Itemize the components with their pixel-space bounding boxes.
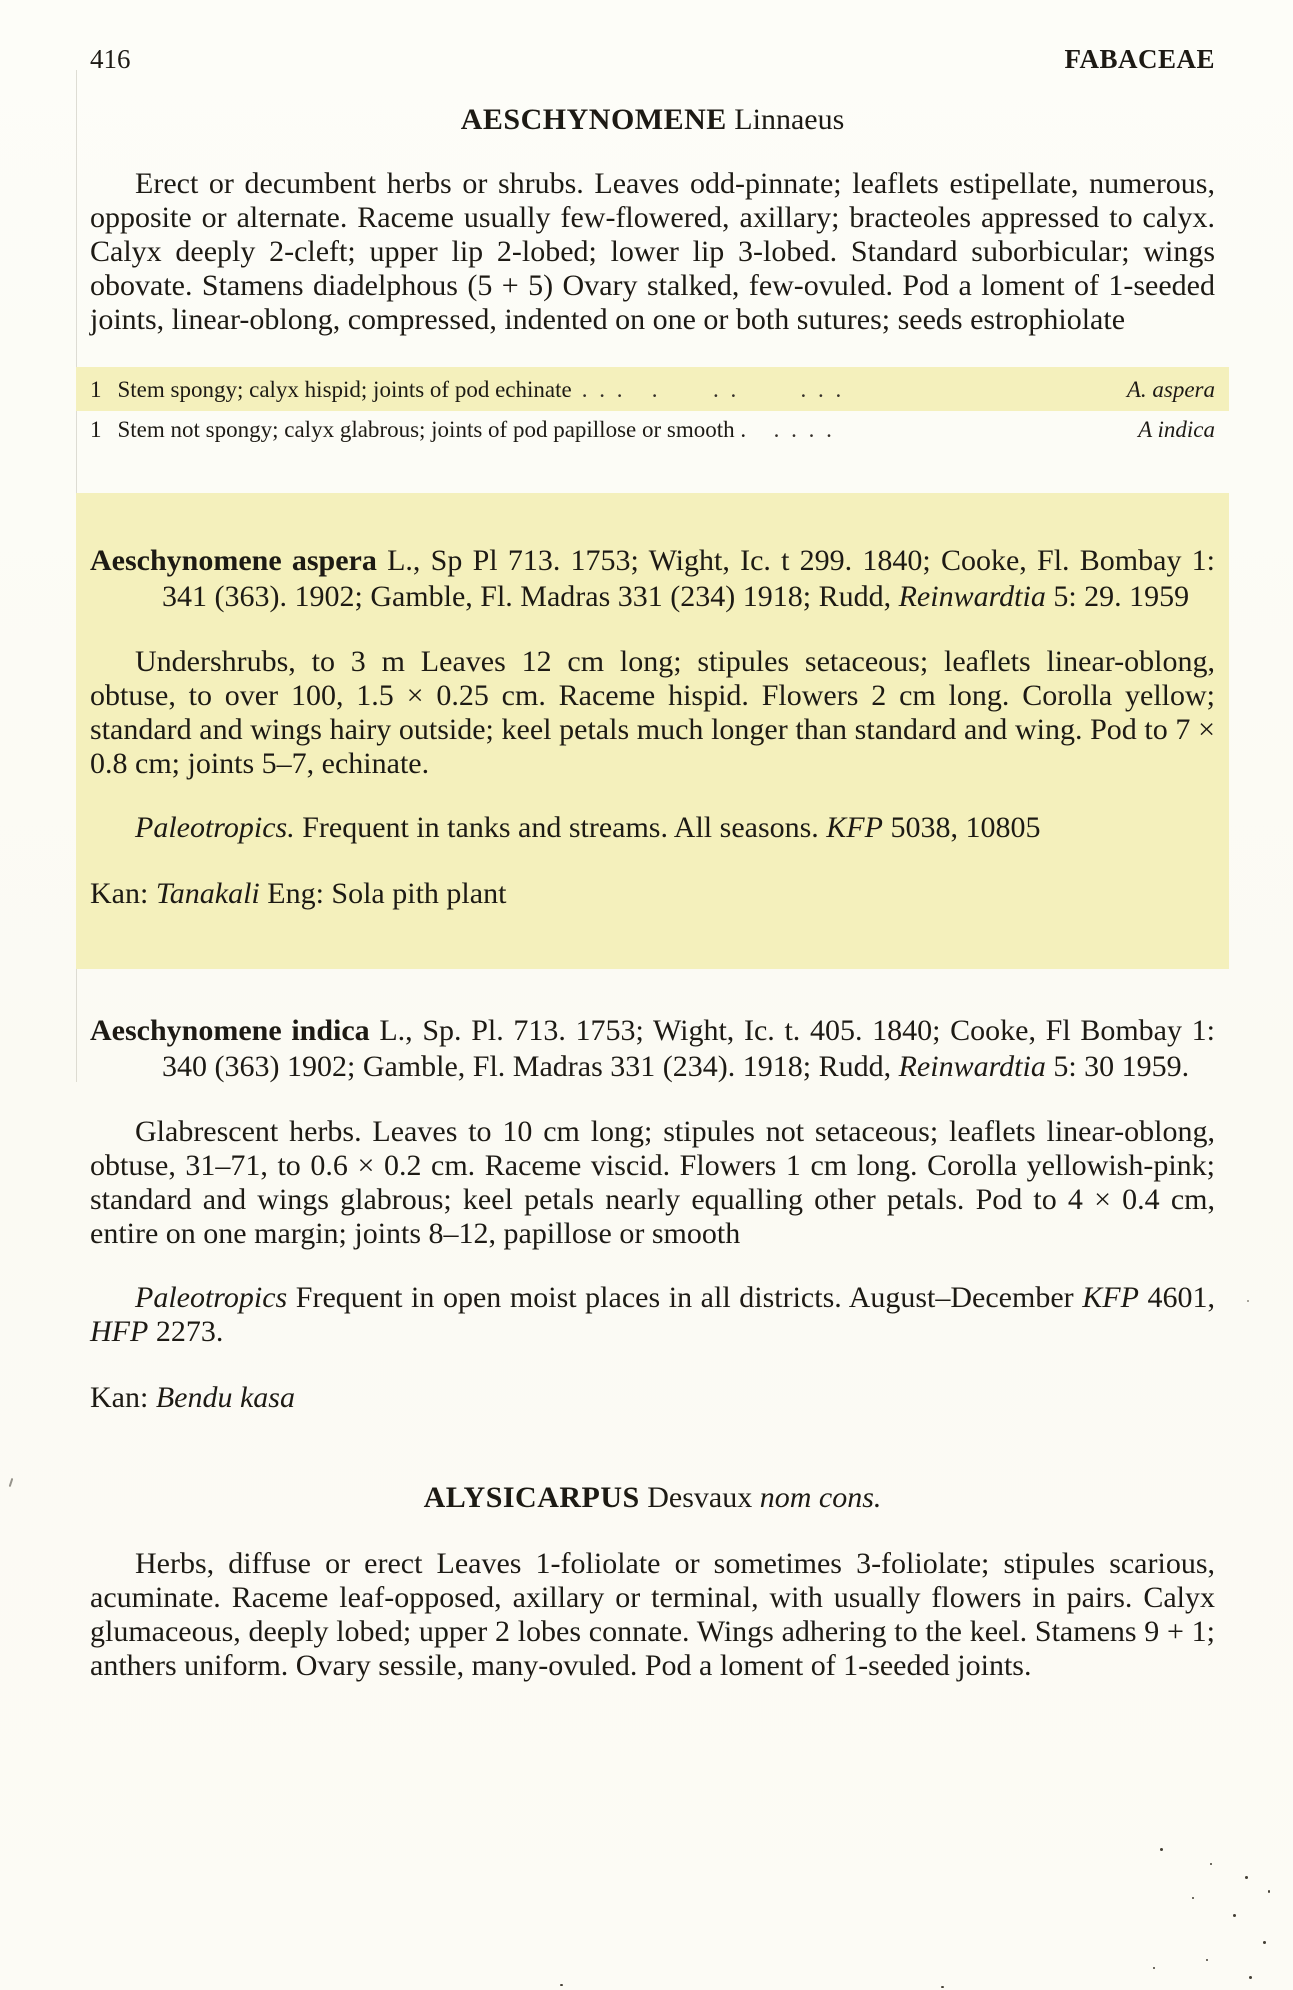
genus-description-aeschynomene: Erect or decumbent herbs or shrubs. Leaves odd-pinnate; leaflets estipellate, numerous, opposite or alternate. Raceme usually few-flowered, axillary; bracteoles appressed to calyx. Calyx deeply 2-cleft; upper lip 2-lobed; lower lip 3-lobed. Standard suborbicular; wings obovate. Stamens diadelphous (5 + 5) Ovary stalked, few-ovuled. Pod a loment of 1-seeded joints, linear-oblong, compressed, indented on one or both sutures; seeds estrophiolate bbox=[90, 167, 1215, 336]
heading-space bbox=[752, 1481, 760, 1514]
key-row-aspera bbox=[76, 367, 1229, 411]
species-citation-indica: Aeschynomene indica L., Sp. Pl. 713. 1753; Wight, Ic. t. 405. 1840; Cooke, Fl Bombay 1: 340 (363) 1902; Gamble, Fl. Madras 331 (234). 1918; Rudd, Reinwardtia 5: 30 1959. bbox=[90, 1014, 1215, 1083]
vernacular-names-aspera: Kan: Tanakali Eng: Sola pith plant bbox=[90, 877, 507, 910]
species-account-indica bbox=[90, 1013, 1215, 1415]
species-distribution-indica: Paleotropics Frequent in open moist places in all districts. August–December KFP 4601, HFP 2273. bbox=[90, 1281, 1216, 1348]
genus-author: Desvaux bbox=[647, 1481, 753, 1514]
genus-description-alysicarpus: Herbs, diffuse or erect Leaves 1-foliolate or sometimes 3-foliolate; stipules scarious, acuminate. Raceme leaf-opposed, axillary or terminal, with usually flowers in pairs. Calyx glumaceous, deeply lobed; upper 2 lobes connate. Wings adhering to the keel. Stamens 9 + 1; anthers uniform. Ovary sessile, many-ovuled. Pod a loment of 1-seeded joints. bbox=[90, 1547, 1215, 1682]
key-row-indica bbox=[90, 411, 1215, 447]
scan-speck bbox=[560, 1984, 563, 1986]
species-description-indica: Glabrescent herbs. Leaves to 10 cm long; stipules not setaceous; leaflets linear-oblong, obtuse, 31–71, to 0.6 × 0.2 cm. Raceme viscid. Flowers 1 cm long. Corolla yellowish-pink; standard and wings glabrous; keel petals nearly equalling other petals. Pod to 4 × 0.4 cm, entire on one margin; joints 8–12, papillose or smooth bbox=[90, 1115, 1215, 1250]
scan-speck bbox=[1249, 1976, 1252, 1979]
species-distribution-aspera: Paleotropics. Frequent in tanks and streams. All seasons. KFP 5038, 10805 bbox=[135, 811, 1041, 844]
nom-cons-label: nom cons. bbox=[759, 1481, 882, 1514]
text-block bbox=[90, 44, 1215, 1713]
species-description-aspera: Undershrubs, to 3 m Leaves 12 cm long; stipules setaceous; leaflets linear-oblong, obtuse, to over 100, 1.5 × 0.25 cm. Raceme hispid. Flowers 2 cm long. Corolla yellow; standard and wings hairy outside; keel petals much longer than standard and wing. Pod to 7 × 0.8 cm; joints 5–7, echinate. bbox=[90, 645, 1215, 780]
scan-speck bbox=[9, 1478, 14, 1487]
scan-speck bbox=[1153, 1967, 1155, 1969]
key-couplet-number: 1 bbox=[90, 377, 102, 402]
scan-speck bbox=[1210, 1863, 1212, 1865]
genus-name: AESCHYNOMENE bbox=[460, 103, 727, 136]
genus-name: ALYSICARPUS bbox=[423, 1481, 640, 1514]
scan-speck bbox=[941, 1986, 944, 1988]
scan-speck bbox=[1233, 1914, 1236, 1917]
family-running-head: FABACEAE bbox=[1064, 44, 1215, 74]
genus-author: Linnaeus bbox=[734, 103, 845, 136]
genus-heading-alysicarpus bbox=[90, 1481, 1215, 1515]
dichotomous-key bbox=[90, 367, 1215, 447]
scan-speck bbox=[1160, 1848, 1163, 1851]
scan-speck bbox=[1268, 1890, 1270, 1893]
key-couplet-number: 1 bbox=[90, 417, 102, 442]
scan-speck bbox=[1247, 1300, 1249, 1302]
genus-heading-aeschynomene bbox=[90, 103, 1215, 137]
highlighted-species-account-aspera bbox=[76, 493, 1229, 969]
scan-speck bbox=[1192, 1897, 1194, 1899]
key-species-name: A indica bbox=[1138, 417, 1215, 442]
scan-speck bbox=[1263, 1941, 1266, 1944]
key-dot-leader: . . . . . . . . . bbox=[581, 377, 845, 402]
page-header bbox=[90, 44, 1215, 75]
key-lead-text: Stem not spongy; calyx glabrous; joints of pod papillose or smooth . bbox=[117, 417, 747, 442]
scan-speck bbox=[1245, 1876, 1248, 1879]
key-lead-text: Stem spongy; calyx hispid; joints of pod echinate bbox=[117, 377, 572, 402]
key-dot-leader: . . . . bbox=[756, 417, 835, 442]
key-species-name: A. aspera bbox=[1126, 377, 1215, 402]
species-citation-aspera: Aeschynomene aspera L., Sp Pl 713. 1753; Wight, Ic. t 299. 1840; Cooke, Fl. Bombay 1: 341 (363). 1902; Gamble, Fl. Madras 331 (234) 1918; Rudd, Reinwardtia 5: 29. 1959 bbox=[90, 544, 1216, 613]
scan-speck bbox=[1206, 1959, 1208, 1961]
page-number: 416 bbox=[90, 44, 131, 74]
vernacular-names-indica: Kan: Bendu kasa bbox=[90, 1381, 295, 1414]
